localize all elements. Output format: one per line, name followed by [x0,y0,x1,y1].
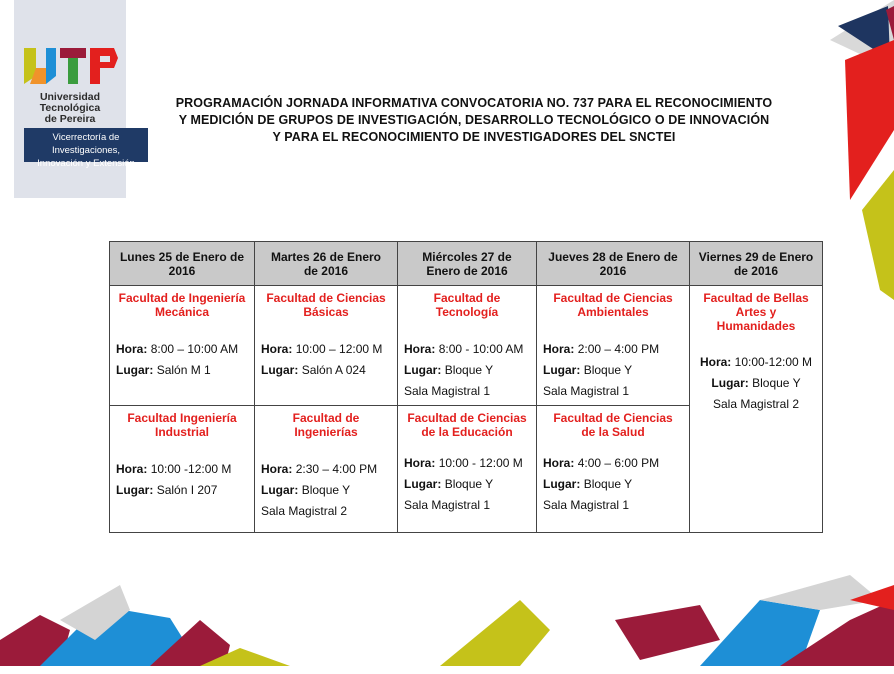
faculty-name: Facultad de Tecnología [433,291,501,319]
header-line1: Viernes 29 de Enero [698,249,814,264]
header-line2: de 2016 [303,263,349,278]
vicerrectoria-line2: Innovación y Extensión [37,158,135,169]
header-line2: Enero de 2016 [426,263,508,278]
session-room: Sala Magistral 1 [404,498,491,512]
schedule-table [109,241,823,533]
session-cell [398,286,537,406]
header-line1: Jueves 28 de Enero de [548,249,678,264]
session-time: Hora: 10:00 – 12:00 M [261,342,383,356]
session-room: Sala Magistral 1 [543,498,630,512]
university-logo-panel [14,0,135,198]
session-place: Lugar: Bloque Y [404,477,494,491]
session-time: Hora: 2:30 – 4:00 PM [261,462,378,476]
session-room: Sala Magistral 1 [404,384,491,398]
header-line1: Lunes 25 de Enero de [119,249,245,264]
title-line3: Y PARA EL RECONOCIMIENTO DE INVESTIGADORES DEL SNCTEI [272,130,676,144]
header-cell-wednesday [398,242,537,286]
session-room: Sala Magistral 2 [712,397,800,411]
header-line2: de 2016 [733,263,779,278]
faculty-name: Facultad de Ciencias Ambientales [553,291,673,319]
header-row [110,242,823,286]
session-room: Sala Magistral 1 [543,384,630,398]
faculty-name: Facultad Ingeniería Industrial [127,411,237,439]
session-place: Lugar: Salón A 024 [261,363,366,377]
university-name [16,92,124,125]
session-time: Hora: 4:00 – 6:00 PM [543,456,660,470]
faculty-name: Facultad de Bellas Artes y Humanidades [703,291,809,333]
session-place: Lugar: Bloque Y [543,363,633,377]
session-time: Hora: 2:00 – 4:00 PM [543,342,660,356]
schedule-row [110,286,823,406]
session-place: Lugar: Bloque Y [543,477,633,491]
title-line1: PROGRAMACIÓN JORNADA INFORMATIVA CONVOCATORIA NO. 737 PARA EL RECONOCIMIENTO [175,96,773,110]
header-line2: 2016 [168,263,196,278]
title-line2: Y MEDICIÓN DE GRUPOS DE INVESTIGACIÓN, DESARROLLO TECNOLÓGICO O DE INNOVACIÓN [178,113,770,127]
session-time: Hora: 8:00 - 10:00 AM [404,342,524,356]
session-time: Hora: 10:00-12:00 M [699,355,813,369]
session-room: Sala Magistral 2 [261,504,348,518]
session-cell [110,406,255,533]
faculty-name: Facultad de Ingenierías [292,411,360,439]
session-cell [537,286,690,406]
session-time: Hora: 8:00 – 10:00 AM [116,342,239,356]
faculty-name: Facultad de Ciencias Básicas [266,291,386,319]
session-cell [537,406,690,533]
session-time: Hora: 10:00 - 12:00 M [404,456,523,470]
session-place: Lugar: Salón I 207 [116,483,218,497]
document-title [140,95,808,146]
header-cell-thursday [537,242,690,286]
session-cell [255,286,398,406]
faculty-name: Facultad de Ciencias de la Educación [407,411,527,439]
header-line1: Martes 26 de Enero [270,249,382,264]
session-cell-friday [690,286,823,533]
header-cell-monday [110,242,255,286]
session-cell [110,286,255,406]
session-place: Lugar: Bloque Y [261,483,351,497]
faculty-name: Facultad de Ciencias de la Salud [553,411,673,439]
faculty-name: Facultad de Ingeniería Mecánica [118,291,246,319]
session-place: Lugar: Salón M 1 [116,363,211,377]
vicerrectoria-line1: Vicerrectoría de Investigaciones, [51,132,121,156]
header-cell-tuesday [255,242,398,286]
header-line2: 2016 [599,263,627,278]
session-place: Lugar: Bloque Y [404,363,494,377]
session-place: Lugar: Bloque Y [711,376,801,390]
header-cell-friday [690,242,823,286]
session-cell [398,406,537,533]
university-name-line2: de Pereira [44,113,96,125]
vicerrectoria-label [24,128,148,169]
university-name-line1: Universidad Tecnológica [39,91,101,114]
header-line1: Miércoles 27 de [422,249,512,264]
session-time: Hora: 10:00 -12:00 M [116,462,232,476]
utp-logo-mark [24,46,120,90]
session-cell [255,406,398,533]
